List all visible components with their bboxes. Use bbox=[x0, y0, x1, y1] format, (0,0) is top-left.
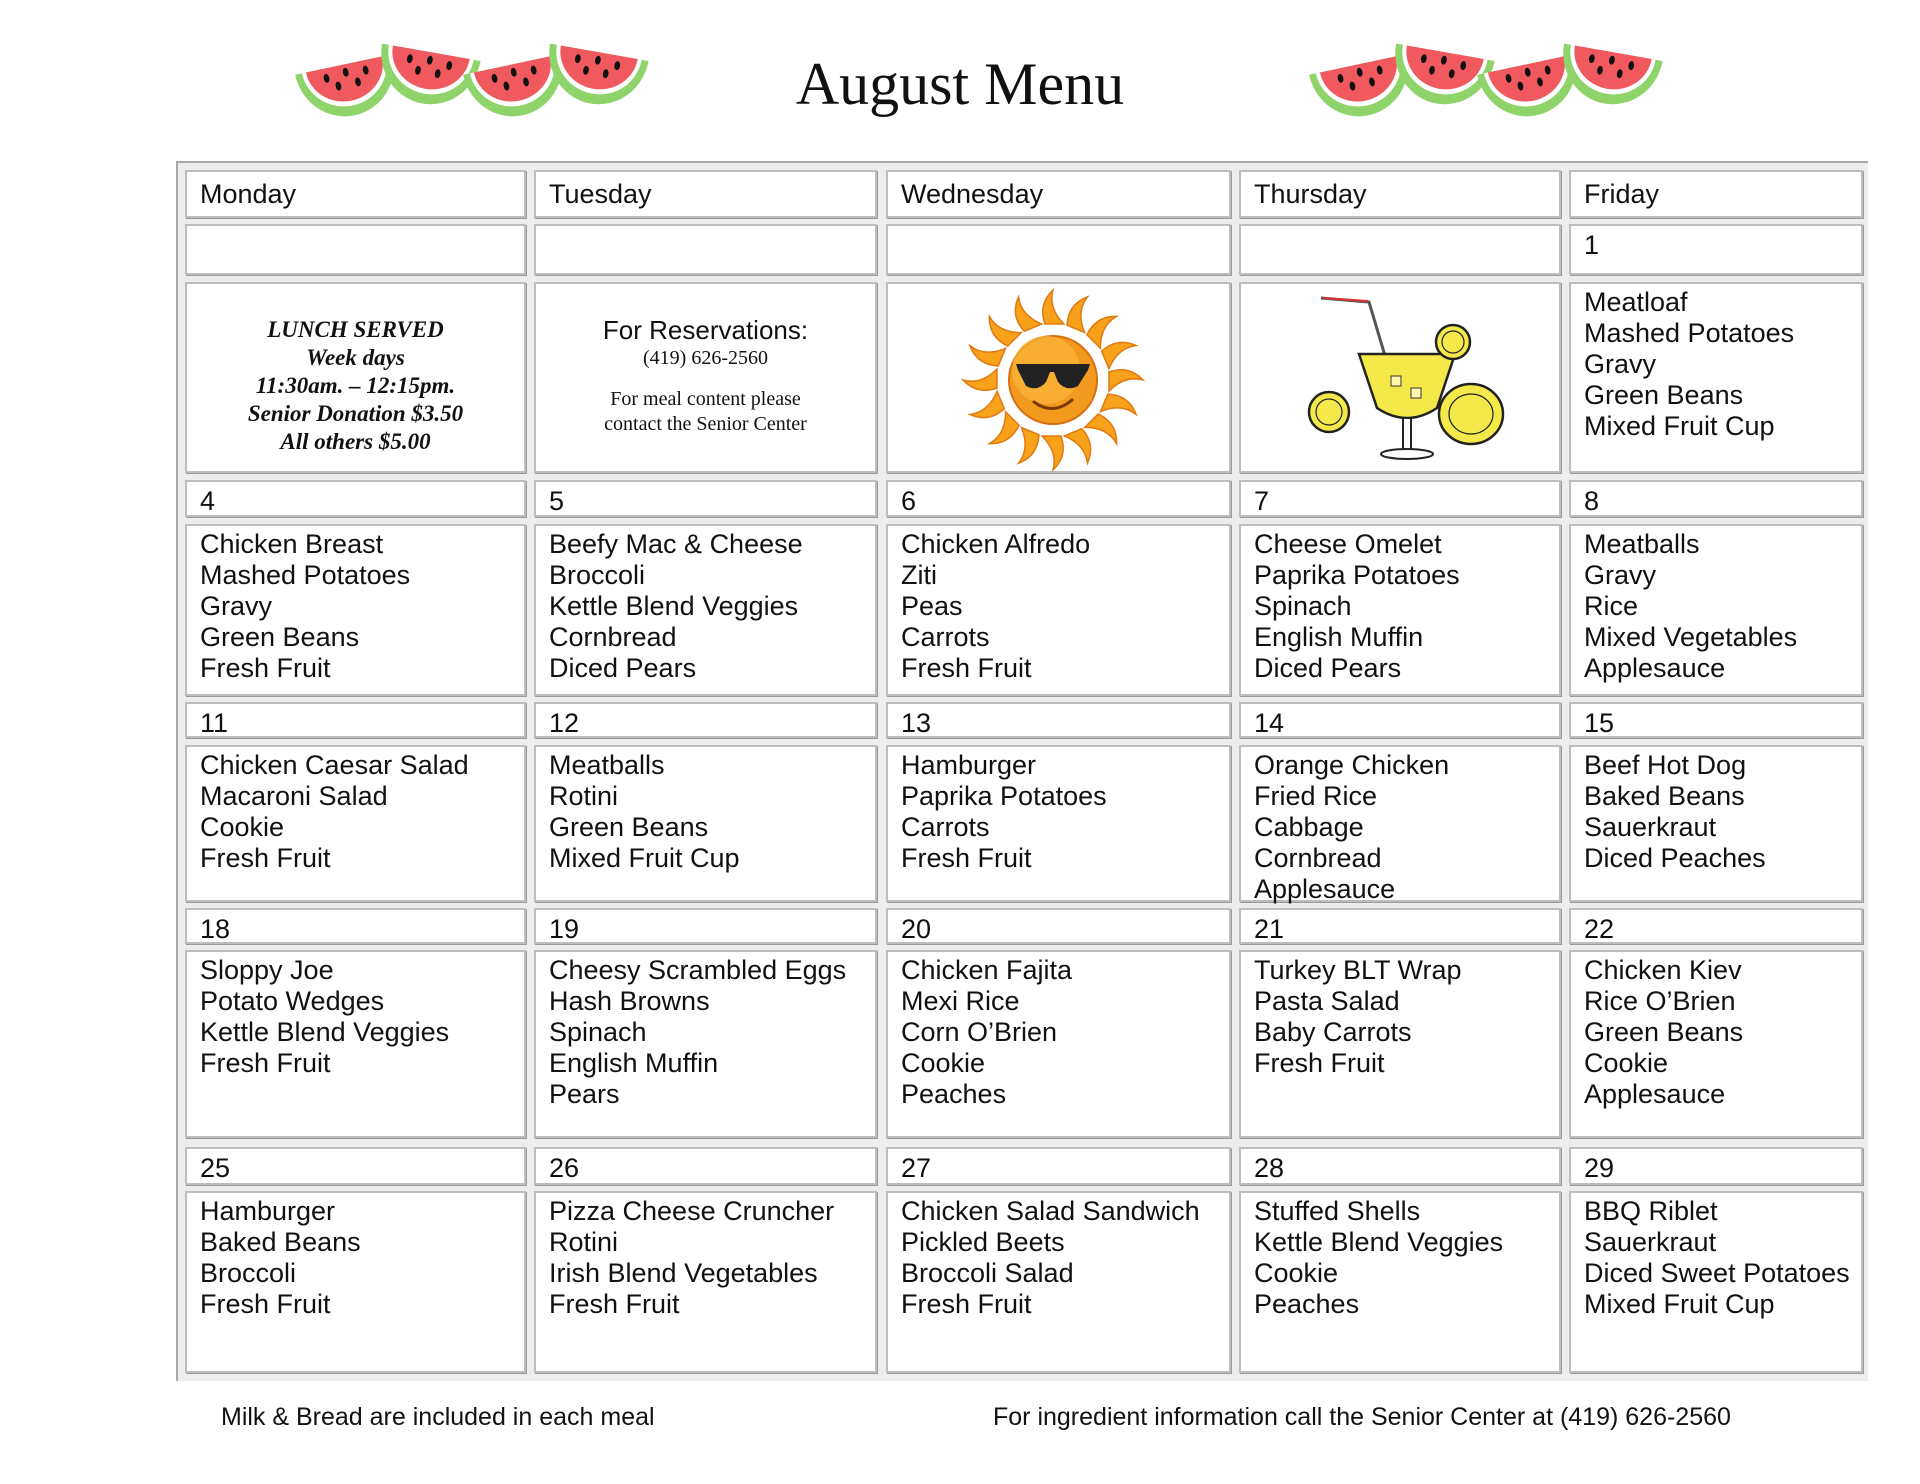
reservations-note: For meal content please contact the Senior Center bbox=[604, 388, 807, 435]
date-cell bbox=[886, 1147, 1231, 1185]
reservations-cell bbox=[534, 282, 877, 473]
menu-item: Gravy bbox=[200, 591, 273, 621]
menu-item: Mashed Potatoes bbox=[1584, 318, 1795, 348]
menu-list bbox=[1584, 529, 1797, 684]
menu-item: Diced Sweet Potatoes bbox=[1584, 1258, 1850, 1288]
menu-item: Mexi Rice bbox=[901, 986, 1020, 1016]
menu-list bbox=[549, 1196, 834, 1320]
watermelon-slice-icon bbox=[1296, 119, 1696, 136]
menu-item: Pasta Salad bbox=[1254, 986, 1400, 1016]
menu-item: Spinach bbox=[1254, 591, 1352, 621]
menu-item: Broccoli bbox=[549, 560, 646, 590]
date-cell bbox=[185, 480, 526, 517]
menu-item: Applesauce bbox=[1584, 653, 1726, 683]
date-cell bbox=[1239, 908, 1561, 944]
menu-item: Fresh Fruit bbox=[200, 653, 331, 683]
menu-item: Carrots bbox=[901, 812, 990, 842]
date-number: 29 bbox=[1584, 1153, 1615, 1183]
menu-item: Paprika Potatoes bbox=[901, 781, 1107, 811]
menu-cell bbox=[1239, 1191, 1561, 1373]
date-cell bbox=[1239, 1147, 1561, 1185]
menu-list bbox=[901, 529, 1090, 684]
menu-item: Applesauce bbox=[1584, 1079, 1726, 1109]
menu-list bbox=[549, 955, 846, 1110]
menu-item: Fresh Fruit bbox=[549, 1289, 680, 1319]
menu-item: Mixed Fruit Cup bbox=[1584, 411, 1775, 441]
menu-item: Kettle Blend Veggies bbox=[549, 591, 799, 621]
menu-item: Cookie bbox=[901, 1048, 986, 1078]
date-number: 1 bbox=[1584, 230, 1600, 260]
watermelon-decoration-left bbox=[282, 22, 682, 137]
day-header-tuesday bbox=[534, 170, 877, 218]
menu-item: Pizza Cheese Cruncher bbox=[549, 1196, 835, 1226]
menu-item: Green Beans bbox=[1584, 380, 1744, 410]
menu-list bbox=[1254, 750, 1449, 905]
reservations-info bbox=[536, 314, 875, 437]
menu-cell bbox=[185, 1191, 526, 1373]
date-number: 25 bbox=[200, 1153, 231, 1183]
watermelon-decoration-right bbox=[1296, 22, 1696, 137]
date-cell bbox=[1569, 480, 1863, 517]
menu-item: Rice O’Brien bbox=[1584, 986, 1736, 1016]
menu-cell bbox=[534, 745, 877, 902]
menu-item: Turkey BLT Wrap bbox=[1254, 955, 1462, 985]
menu-item: Sloppy Joe bbox=[200, 955, 334, 985]
menu-list bbox=[901, 750, 1107, 874]
menu-item: Cornbread bbox=[549, 622, 677, 652]
menu-item: Orange Chicken bbox=[1254, 750, 1450, 780]
lunch-info-cell bbox=[185, 282, 526, 473]
date-cell bbox=[185, 224, 526, 275]
menu-list bbox=[901, 955, 1072, 1110]
date-cell bbox=[534, 908, 877, 944]
reservations-phone: (419) 626-2560 bbox=[643, 347, 768, 369]
menu-item: Paprika Potatoes bbox=[1254, 560, 1460, 590]
menu-item: Gravy bbox=[1584, 560, 1657, 590]
date-cell bbox=[185, 1147, 526, 1185]
menu-item: Meatballs bbox=[549, 750, 665, 780]
date-number: 20 bbox=[901, 914, 932, 944]
menu-cell bbox=[1569, 524, 1863, 696]
menu-calendar bbox=[176, 161, 1868, 1381]
menu-list bbox=[1584, 955, 1743, 1110]
day-header-monday bbox=[185, 170, 526, 218]
menu-list bbox=[200, 750, 469, 874]
date-cell bbox=[886, 908, 1231, 944]
menu-item: Kettle Blend Veggies bbox=[200, 1017, 450, 1047]
menu-item: Chicken Caesar Salad bbox=[200, 750, 469, 780]
menu-cell bbox=[886, 524, 1231, 696]
date-cell bbox=[1239, 224, 1561, 275]
menu-cell bbox=[886, 282, 1231, 473]
reservations-title: For Reservations: bbox=[602, 315, 809, 345]
menu-list bbox=[1254, 955, 1462, 1079]
menu-item: Macaroni Salad bbox=[200, 781, 388, 811]
date-cell bbox=[534, 480, 877, 517]
menu-item: Green Beans bbox=[200, 622, 360, 652]
menu-cell bbox=[1239, 745, 1561, 902]
footer-note-right: For ingredient information call the Senior Center at (419) 626-2560 bbox=[993, 1403, 1731, 1431]
menu-item: Fresh Fruit bbox=[200, 1289, 331, 1319]
menu-item: Fresh Fruit bbox=[200, 1048, 331, 1078]
lemonade-icon bbox=[1241, 284, 1559, 471]
lunch-info-line: All others $5.00 bbox=[280, 429, 431, 454]
menu-item: Beef Hot Dog bbox=[1584, 750, 1747, 780]
menu-item: English Muffin bbox=[549, 1048, 719, 1078]
menu-item: Hamburger bbox=[200, 1196, 336, 1226]
date-cell bbox=[1569, 702, 1863, 738]
date-number: 21 bbox=[1254, 914, 1285, 944]
menu-item: Fresh Fruit bbox=[901, 1289, 1032, 1319]
menu-list bbox=[1584, 1196, 1850, 1320]
menu-item: Rotini bbox=[549, 1227, 619, 1257]
menu-cell bbox=[534, 1191, 877, 1373]
menu-item: Hamburger bbox=[901, 750, 1037, 780]
date-number: 19 bbox=[549, 914, 580, 944]
day-header-label: Tuesday bbox=[549, 179, 652, 209]
menu-cell bbox=[886, 745, 1231, 902]
menu-cell bbox=[185, 745, 526, 902]
date-cell bbox=[534, 1147, 877, 1185]
lunch-info bbox=[187, 316, 524, 456]
menu-cell bbox=[1239, 282, 1561, 473]
day-header-label: Thursday bbox=[1254, 179, 1367, 209]
menu-item: Cookie bbox=[1254, 1258, 1339, 1288]
menu-list bbox=[549, 750, 740, 874]
menu-item: Chicken Kiev bbox=[1584, 955, 1742, 985]
menu-cell bbox=[1569, 1191, 1863, 1373]
date-cell bbox=[1569, 224, 1863, 275]
date-number: 14 bbox=[1254, 708, 1285, 738]
day-header-wednesday bbox=[886, 170, 1231, 218]
menu-cell bbox=[886, 1191, 1231, 1373]
menu-item: Applesauce bbox=[1254, 874, 1396, 904]
date-number: 6 bbox=[901, 486, 917, 516]
menu-item: Broccoli Salad bbox=[901, 1258, 1074, 1288]
menu-list bbox=[549, 529, 803, 684]
lunch-info-line: 11:30am. – 12:15pm. bbox=[255, 373, 456, 398]
menu-item: Diced Peaches bbox=[1584, 843, 1766, 873]
day-header-label: Friday bbox=[1584, 179, 1660, 209]
menu-item: Green Beans bbox=[1584, 1017, 1744, 1047]
menu-item: BBQ Riblet bbox=[1584, 1196, 1718, 1226]
footer-note-left: Milk & Bread are included in each meal bbox=[221, 1403, 655, 1431]
lunch-info-line: Senior Donation $3.50 bbox=[247, 401, 464, 426]
date-cell bbox=[886, 480, 1231, 517]
menu-item: Fresh Fruit bbox=[200, 843, 331, 873]
lunch-info-line: Week days bbox=[306, 345, 405, 370]
menu-cell bbox=[1239, 950, 1561, 1138]
date-cell bbox=[534, 224, 877, 275]
menu-item: Kettle Blend Veggies bbox=[1254, 1227, 1504, 1257]
menu-cell bbox=[185, 524, 526, 696]
menu-item: Diced Pears bbox=[549, 653, 697, 683]
menu-item: Cabbage bbox=[1254, 812, 1364, 842]
menu-cell bbox=[185, 950, 526, 1138]
menu-list bbox=[200, 529, 410, 684]
menu-item: Hash Browns bbox=[549, 986, 710, 1016]
menu-item: Meatballs bbox=[1584, 529, 1700, 559]
menu-item: Potato Wedges bbox=[200, 986, 385, 1016]
date-number: 26 bbox=[549, 1153, 580, 1183]
menu-item: Fresh Fruit bbox=[1254, 1048, 1385, 1078]
menu-item: Chicken Breast bbox=[200, 529, 384, 559]
date-number: 15 bbox=[1584, 708, 1615, 738]
date-cell bbox=[1569, 908, 1863, 944]
date-number: 8 bbox=[1584, 486, 1600, 516]
menu-item: Diced Pears bbox=[1254, 653, 1402, 683]
date-cell bbox=[1239, 480, 1561, 517]
menu-item: Green Beans bbox=[549, 812, 709, 842]
date-number: 22 bbox=[1584, 914, 1615, 944]
menu-item: Mixed Fruit Cup bbox=[549, 843, 740, 873]
menu-item: Beefy Mac & Cheese bbox=[549, 529, 803, 559]
date-number: 4 bbox=[200, 486, 216, 516]
menu-item: Broccoli bbox=[200, 1258, 297, 1288]
menu-item: English Muffin bbox=[1254, 622, 1424, 652]
date-number: 11 bbox=[200, 708, 229, 738]
menu-item: Rotini bbox=[549, 781, 619, 811]
menu-list bbox=[1254, 529, 1460, 684]
menu-list bbox=[200, 1196, 361, 1320]
lunch-info-line: LUNCH SERVED bbox=[267, 317, 444, 342]
menu-cell bbox=[1239, 524, 1561, 696]
menu-item: Mixed Vegetables bbox=[1584, 622, 1798, 652]
menu-cell bbox=[534, 524, 877, 696]
menu-item: Cookie bbox=[1584, 1048, 1669, 1078]
menu-item: Pears bbox=[549, 1079, 620, 1109]
menu-item: Cookie bbox=[200, 812, 285, 842]
menu-item: Irish Blend Vegetables bbox=[549, 1258, 818, 1288]
menu-item: Cheesy Scrambled Eggs bbox=[549, 955, 847, 985]
menu-item: Stuffed Shells bbox=[1254, 1196, 1421, 1226]
menu-item: Fresh Fruit bbox=[901, 843, 1032, 873]
date-cell bbox=[185, 702, 526, 738]
menu-item: Baby Carrots bbox=[1254, 1017, 1412, 1047]
menu-item: Spinach bbox=[549, 1017, 647, 1047]
date-number: 5 bbox=[549, 486, 565, 516]
menu-item: Mashed Potatoes bbox=[200, 560, 411, 590]
date-number: 18 bbox=[200, 914, 231, 944]
menu-cell bbox=[1569, 745, 1863, 902]
menu-item: Peaches bbox=[901, 1079, 1007, 1109]
menu-item: Fresh Fruit bbox=[901, 653, 1032, 683]
menu-item: Cornbread bbox=[1254, 843, 1382, 873]
page-title: August Menu bbox=[795, 51, 1125, 117]
date-cell bbox=[886, 702, 1231, 738]
menu-list bbox=[901, 1196, 1200, 1320]
menu-item: Rice bbox=[1584, 591, 1639, 621]
date-number: 13 bbox=[901, 708, 932, 738]
date-number: 7 bbox=[1254, 486, 1270, 516]
watermelon-slice-icon bbox=[282, 119, 682, 136]
menu-item: Carrots bbox=[901, 622, 990, 652]
menu-item: Pickled Beets bbox=[901, 1227, 1065, 1257]
menu-item: Cheese Omelet bbox=[1254, 529, 1442, 559]
date-cell bbox=[886, 224, 1231, 275]
menu-item: Peas bbox=[901, 591, 963, 621]
menu-cell bbox=[534, 950, 877, 1138]
menu-cell bbox=[1569, 950, 1863, 1138]
menu-item: Gravy bbox=[1584, 349, 1657, 379]
menu-list bbox=[1584, 287, 1794, 442]
day-header-label: Monday bbox=[200, 179, 297, 209]
menu-item: Chicken Fajita bbox=[901, 955, 1073, 985]
menu-item: Corn O’Brien bbox=[901, 1017, 1058, 1047]
date-cell bbox=[1239, 702, 1561, 738]
menu-item: Fried Rice bbox=[1254, 781, 1378, 811]
menu-item: Meatloaf bbox=[1584, 287, 1688, 317]
date-number: 27 bbox=[901, 1153, 932, 1183]
menu-list bbox=[200, 955, 449, 1079]
menu-list bbox=[1254, 1196, 1503, 1320]
menu-cell bbox=[886, 950, 1231, 1138]
menu-item: Mixed Fruit Cup bbox=[1584, 1289, 1775, 1319]
sun-with-sunglasses-icon bbox=[888, 284, 1229, 471]
day-header-thursday bbox=[1239, 170, 1561, 218]
menu-list bbox=[1584, 750, 1766, 874]
menu-item: Sauerkraut bbox=[1584, 812, 1717, 842]
menu-item: Ziti bbox=[901, 560, 937, 590]
menu-cell bbox=[1569, 282, 1863, 473]
menu-item: Chicken Alfredo bbox=[901, 529, 1091, 559]
day-header-label: Wednesday bbox=[901, 179, 1044, 209]
date-cell bbox=[185, 908, 526, 944]
menu-item: Sauerkraut bbox=[1584, 1227, 1717, 1257]
day-header-friday bbox=[1569, 170, 1863, 218]
date-number: 28 bbox=[1254, 1153, 1285, 1183]
date-cell bbox=[1569, 1147, 1863, 1185]
menu-item: Baked Beans bbox=[200, 1227, 361, 1257]
menu-item: Baked Beans bbox=[1584, 781, 1745, 811]
menu-item: Chicken Salad Sandwich bbox=[901, 1196, 1200, 1226]
date-cell bbox=[534, 702, 877, 738]
date-number: 12 bbox=[549, 708, 580, 738]
menu-item: Peaches bbox=[1254, 1289, 1360, 1319]
